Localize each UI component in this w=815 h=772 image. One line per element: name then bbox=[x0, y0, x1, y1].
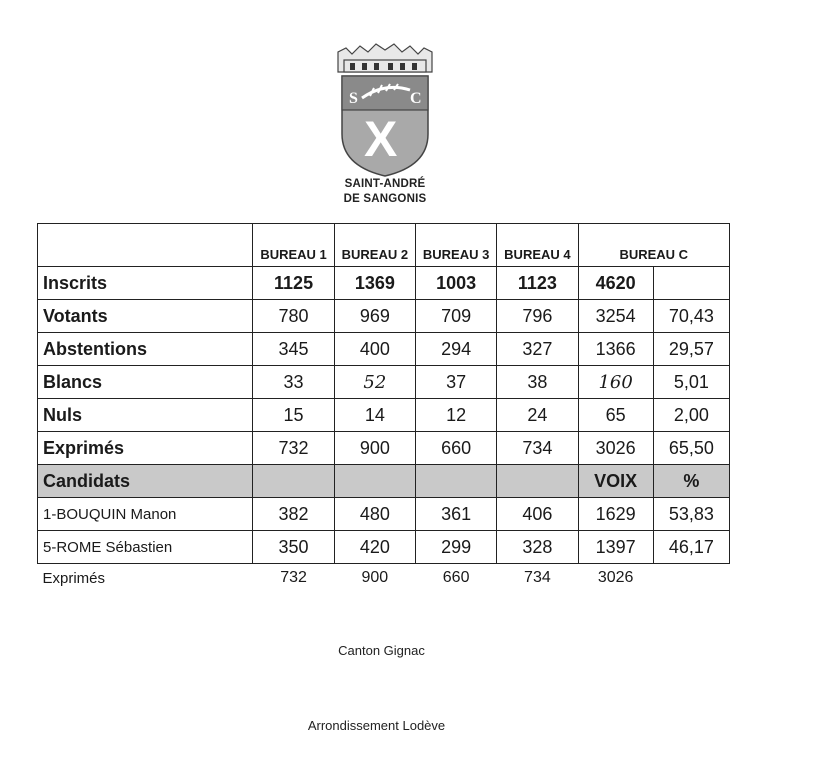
cell: 406 bbox=[497, 498, 578, 531]
table-header-row bbox=[38, 224, 730, 267]
header-bureau-c: BUREAU C bbox=[578, 224, 729, 267]
cell: 24 bbox=[497, 399, 578, 432]
table-row-abstentions bbox=[38, 333, 730, 366]
cell: 382 bbox=[253, 498, 334, 531]
table-row-blancs bbox=[38, 366, 730, 399]
cell: 734 bbox=[524, 569, 551, 586]
cell: 1397 bbox=[578, 531, 653, 564]
cell: 3254 bbox=[578, 300, 653, 333]
cell: 709 bbox=[415, 300, 496, 333]
cell: 65 bbox=[578, 399, 653, 432]
cell bbox=[653, 267, 729, 300]
cell: 350 bbox=[253, 531, 334, 564]
crest-letter-left: S bbox=[349, 90, 358, 107]
candidate-name: 5-ROME Sébastien bbox=[38, 531, 253, 564]
town-name-line1: SAINT-ANDRÉ bbox=[344, 178, 426, 190]
cell: 361 bbox=[415, 498, 496, 531]
cell-empty bbox=[334, 465, 415, 498]
cell: 33 bbox=[253, 366, 334, 399]
canton-note: Canton Gignac bbox=[338, 643, 425, 658]
cell: 1366 bbox=[578, 333, 653, 366]
cell: 15 bbox=[253, 399, 334, 432]
cell: 12 bbox=[415, 399, 496, 432]
crest-letter-right: C bbox=[410, 90, 422, 107]
cell-empty bbox=[653, 564, 729, 593]
cell: 327 bbox=[497, 333, 578, 366]
row-label: Blancs bbox=[38, 366, 253, 399]
cell: 70,43 bbox=[653, 300, 729, 333]
town-crest bbox=[330, 38, 440, 210]
cell: 660 bbox=[415, 432, 496, 465]
cell: 65,50 bbox=[653, 432, 729, 465]
cell: 2,00 bbox=[653, 399, 729, 432]
row-label: Abstentions bbox=[38, 333, 253, 366]
cell: 480 bbox=[334, 498, 415, 531]
cell: 345 bbox=[253, 333, 334, 366]
cell: 38 bbox=[497, 366, 578, 399]
results-table bbox=[37, 223, 730, 592]
header-bureau-3: BUREAU 3 bbox=[415, 224, 496, 267]
header-bureau-2: BUREAU 2 bbox=[334, 224, 415, 267]
header-bureau-4: BUREAU 4 bbox=[497, 224, 578, 267]
cell: 734 bbox=[497, 432, 578, 465]
candidate-row bbox=[38, 531, 730, 564]
cell: 900 bbox=[334, 432, 415, 465]
cell: 5,01 bbox=[653, 366, 729, 399]
cell: 53,83 bbox=[653, 498, 729, 531]
row-label: Exprimés bbox=[38, 432, 253, 465]
cell: 900 bbox=[361, 569, 389, 586]
cell: 780 bbox=[253, 300, 334, 333]
cell: 4620 bbox=[578, 267, 653, 300]
table-row-votants bbox=[38, 300, 730, 333]
footer-label: Exprimés bbox=[42, 569, 106, 587]
cell: 29,57 bbox=[653, 333, 729, 366]
cell: 3026 bbox=[578, 432, 653, 465]
cell: 1125 bbox=[253, 267, 334, 300]
cell: 660 bbox=[442, 569, 470, 586]
cell: 46,17 bbox=[653, 531, 729, 564]
handwritten-cell: 52 bbox=[334, 366, 415, 399]
cell: 732 bbox=[253, 432, 334, 465]
cell-empty bbox=[253, 465, 334, 498]
cell: 1123 bbox=[497, 267, 578, 300]
candidates-header-row bbox=[38, 465, 730, 498]
voix-header: VOIX bbox=[578, 465, 653, 498]
town-name-line2: DE SANGONIS bbox=[343, 193, 427, 205]
candidate-row bbox=[38, 498, 730, 531]
table-row-nuls bbox=[38, 399, 730, 432]
row-label: Inscrits bbox=[38, 267, 253, 300]
cell: 969 bbox=[334, 300, 415, 333]
cell-empty bbox=[497, 465, 578, 498]
row-label: Votants bbox=[38, 300, 253, 333]
cell: 299 bbox=[415, 531, 496, 564]
cell: 1369 bbox=[334, 267, 415, 300]
cell: 328 bbox=[497, 531, 578, 564]
cell: 3026 bbox=[597, 569, 634, 586]
header-bureau-1: BUREAU 1 bbox=[253, 224, 334, 267]
table-row-exprimes bbox=[38, 432, 730, 465]
cell: 14 bbox=[334, 399, 415, 432]
cell: 400 bbox=[334, 333, 415, 366]
cell-empty bbox=[415, 465, 496, 498]
header-empty bbox=[38, 224, 253, 267]
table-row-inscrits bbox=[38, 267, 730, 300]
cell: 37 bbox=[415, 366, 496, 399]
pct-header: % bbox=[653, 465, 729, 498]
cell: 796 bbox=[497, 300, 578, 333]
cell: 420 bbox=[334, 531, 415, 564]
arrondissement-note: Arrondissement Lodève bbox=[307, 718, 446, 733]
cell: 1003 bbox=[415, 267, 496, 300]
candidates-label: Candidats bbox=[38, 465, 253, 498]
footer-exprimes-row bbox=[38, 564, 730, 593]
cell: 294 bbox=[415, 333, 496, 366]
crest-letter-center: X bbox=[364, 111, 398, 167]
row-label: Nuls bbox=[38, 399, 253, 432]
cell: 1629 bbox=[578, 498, 653, 531]
candidate-name: 1-BOUQUIN Manon bbox=[38, 498, 253, 531]
cell: 732 bbox=[280, 569, 307, 586]
handwritten-cell: 160 bbox=[578, 366, 653, 399]
